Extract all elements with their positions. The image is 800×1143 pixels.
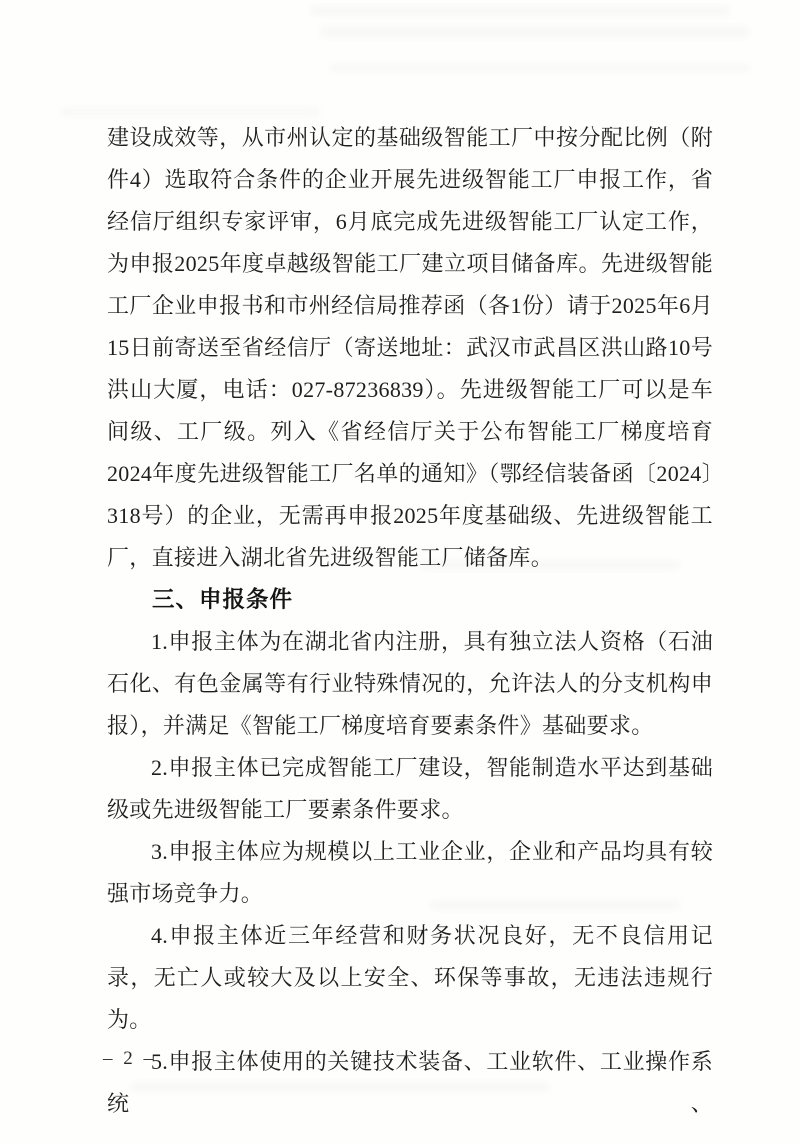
page-number: – 2 –: [103, 1048, 156, 1069]
paragraph: 3.申报主体应为规模以上工业企业，企业和产品均具有较强市场竞争力。: [107, 839, 713, 906]
document-body: [107, 117, 713, 1125]
scan-artifact: [330, 64, 750, 72]
scan-artifact: [310, 6, 730, 16]
section-heading: 三、申报条件: [152, 587, 294, 612]
paragraph: 1.申报主体为在湖北省内注册，具有独立法人资格（石油石化、有色金属等有行业特殊情况的，允许法人的分支机构申报），并满足《智能工厂梯度培育要素条件》基础要求。: [107, 629, 713, 738]
paragraph: 4.申报主体近三年经营和财务状况良好，无不良信用记录，无亡人或较大及以上安全、环保等事故，无违法违规行为。: [107, 923, 713, 1032]
paragraph: 建设成效等，从市州认定的基础级智能工厂中按分配比例（附件4）选取符合条件的企业开展先进级智能工厂申报工作，省经信厅组织专家评审，6月底完成先进级智能工厂认定工作，为申报2025年度卓越级智能工厂建立项目储备库。先进级智能工厂企业申报书和市州经信局推荐函（各1份）请于2025年6月15日前寄送至省经信厅（寄送地址：武汉市武昌区洪山路10号洪山大厦，电话：027-87236839）。先进级智能工厂可以是车间级、工厂级。列入《省经信厅关于公布智能工厂梯度培育2024年度先进级智能工厂名单的通知》（鄂经信装备函〔2024〕318号）的企业，无需再申报2025年度基础级、先进级智能工厂，直接进入湖北省先进级智能工厂储备库。: [107, 125, 713, 570]
paragraph: 5.申报主体使用的关键技术装备、工业软件、工业操作系统、: [107, 1049, 713, 1116]
paragraph: 2.申报主体已完成智能工厂建设，智能制造水平达到基础级或先进级智能工厂要素条件要求。: [107, 755, 713, 822]
scan-artifact: [320, 26, 750, 38]
scan-artifact: [60, 108, 320, 116]
